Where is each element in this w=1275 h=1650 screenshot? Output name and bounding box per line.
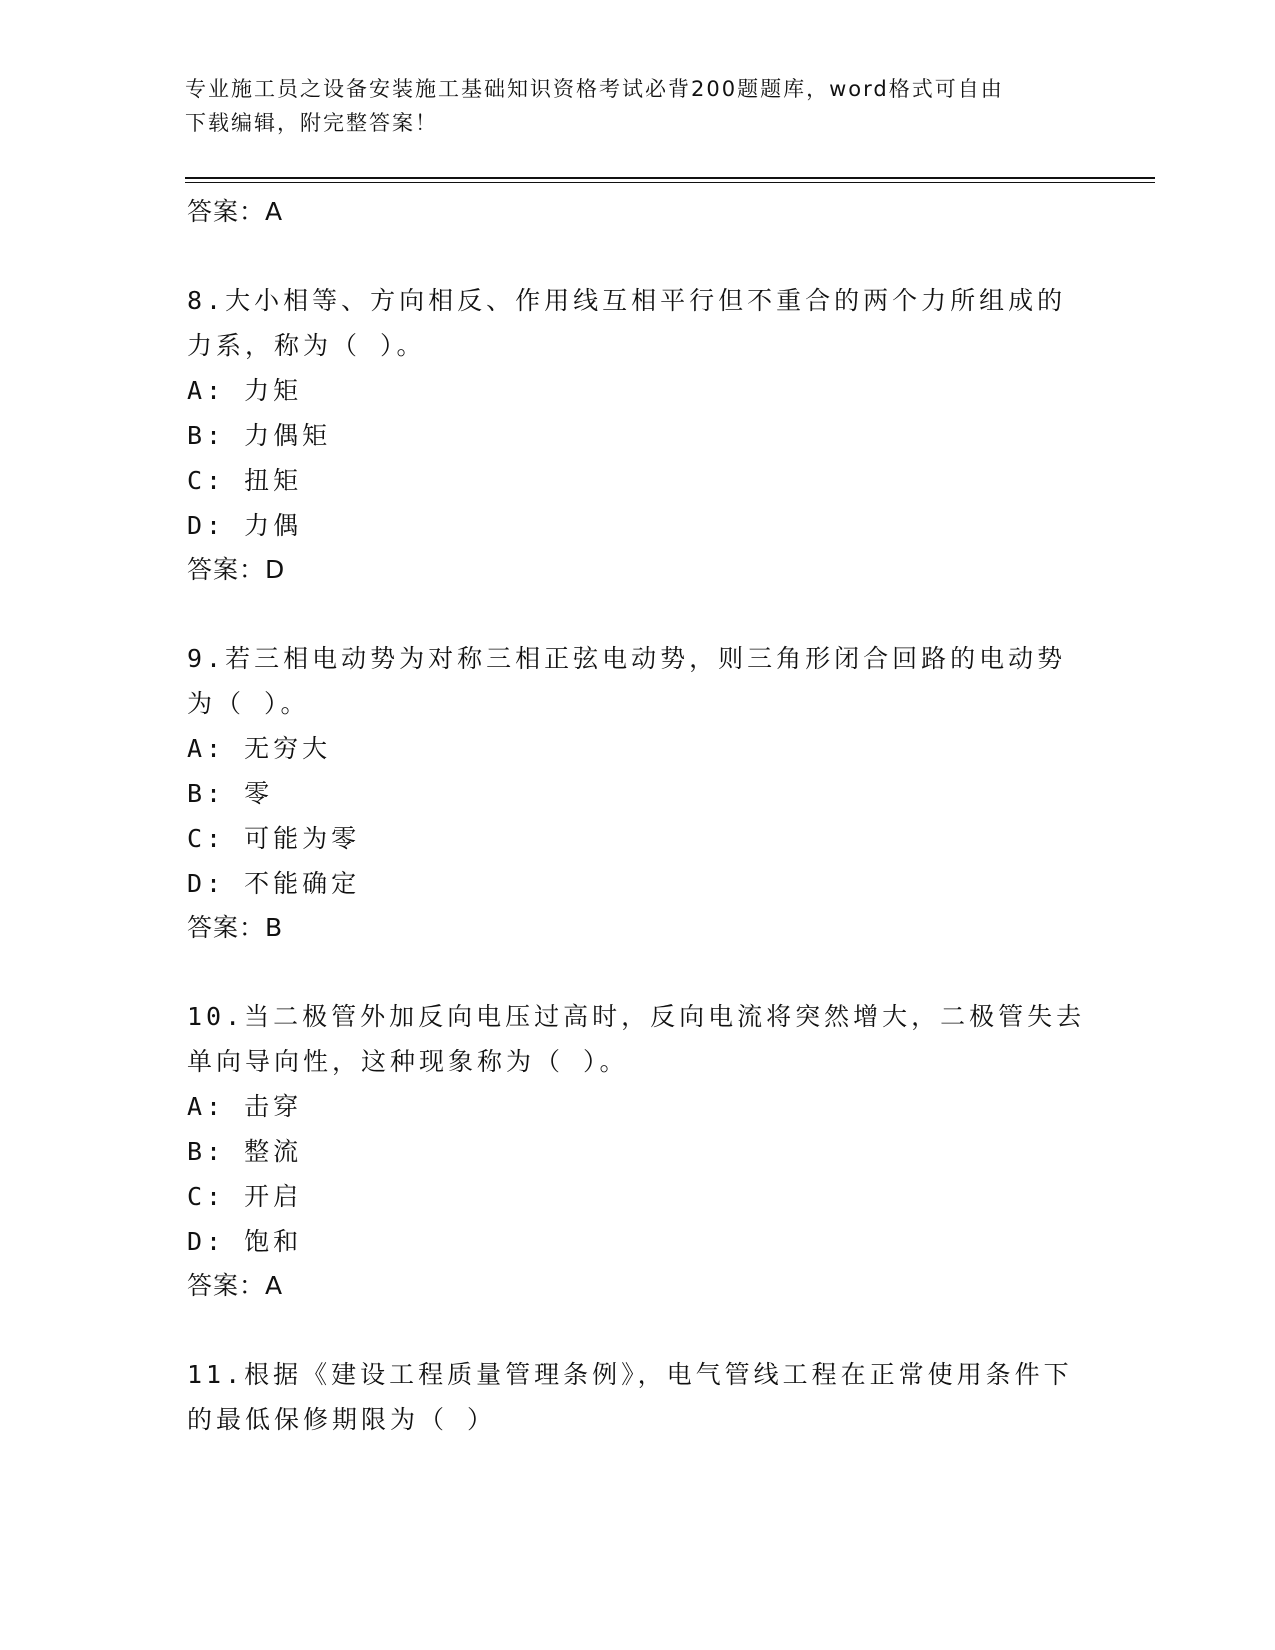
option-b: B: 整流 bbox=[187, 1137, 303, 1166]
header-divider-thin bbox=[185, 182, 1155, 183]
option-a: A: 力矩 bbox=[187, 376, 303, 405]
option-c: C: 扭矩 bbox=[187, 466, 303, 495]
question-9 bbox=[187, 636, 1087, 950]
answer-label: 答案：A bbox=[187, 1271, 284, 1300]
question-text: 9.若三相电动势为对称三相正弦电动势，则三角形闭合回路的电动势 bbox=[187, 644, 1067, 673]
option-d: D: 力偶 bbox=[187, 511, 303, 540]
header-line-1: 专业施工员之设备安装施工基础知识资格考试必背200题题库，word格式可自由 bbox=[185, 77, 1004, 101]
question-11 bbox=[187, 1352, 1087, 1442]
question-text: 8.大小相等、方向相反、作用线互相平行但不重合的两个力所组成的 bbox=[187, 286, 1067, 315]
question-text: 的最低保修期限为（ ） bbox=[187, 1405, 497, 1434]
answer-label: 答案：D bbox=[187, 555, 286, 584]
question-text: 为（ ）。 bbox=[187, 689, 310, 718]
option-c: C: 开启 bbox=[187, 1182, 303, 1211]
question-8 bbox=[187, 278, 1087, 592]
option-a: A: 无穷大 bbox=[187, 734, 332, 763]
answer-label: 答案：A bbox=[187, 197, 284, 226]
question-text: 力系，称为（ ）。 bbox=[187, 331, 426, 360]
option-b: B: 力偶矩 bbox=[187, 421, 332, 450]
option-c: C: 可能为零 bbox=[187, 824, 361, 853]
answer-label: 答案：B bbox=[187, 913, 284, 942]
option-d: D: 不能确定 bbox=[187, 869, 361, 898]
header-divider bbox=[185, 177, 1155, 179]
question-text: 11.根据《建设工程质量管理条例》，电气管线工程在正常使用条件下 bbox=[187, 1360, 1073, 1389]
option-b: B: 零 bbox=[187, 779, 274, 808]
question-text: 10.当二极管外加反向电压过高时，反向电流将突然增大，二极管失去 bbox=[187, 1002, 1086, 1031]
question-10 bbox=[187, 994, 1087, 1308]
option-d: D: 饱和 bbox=[187, 1227, 303, 1256]
question-list bbox=[187, 190, 1087, 1442]
option-a: A: 击穿 bbox=[187, 1092, 303, 1121]
header-line-2: 下载编辑，附完整答案！ bbox=[185, 111, 438, 135]
question-text: 单向导向性，这种现象称为（ ）。 bbox=[187, 1047, 629, 1076]
document-header bbox=[185, 72, 1085, 140]
